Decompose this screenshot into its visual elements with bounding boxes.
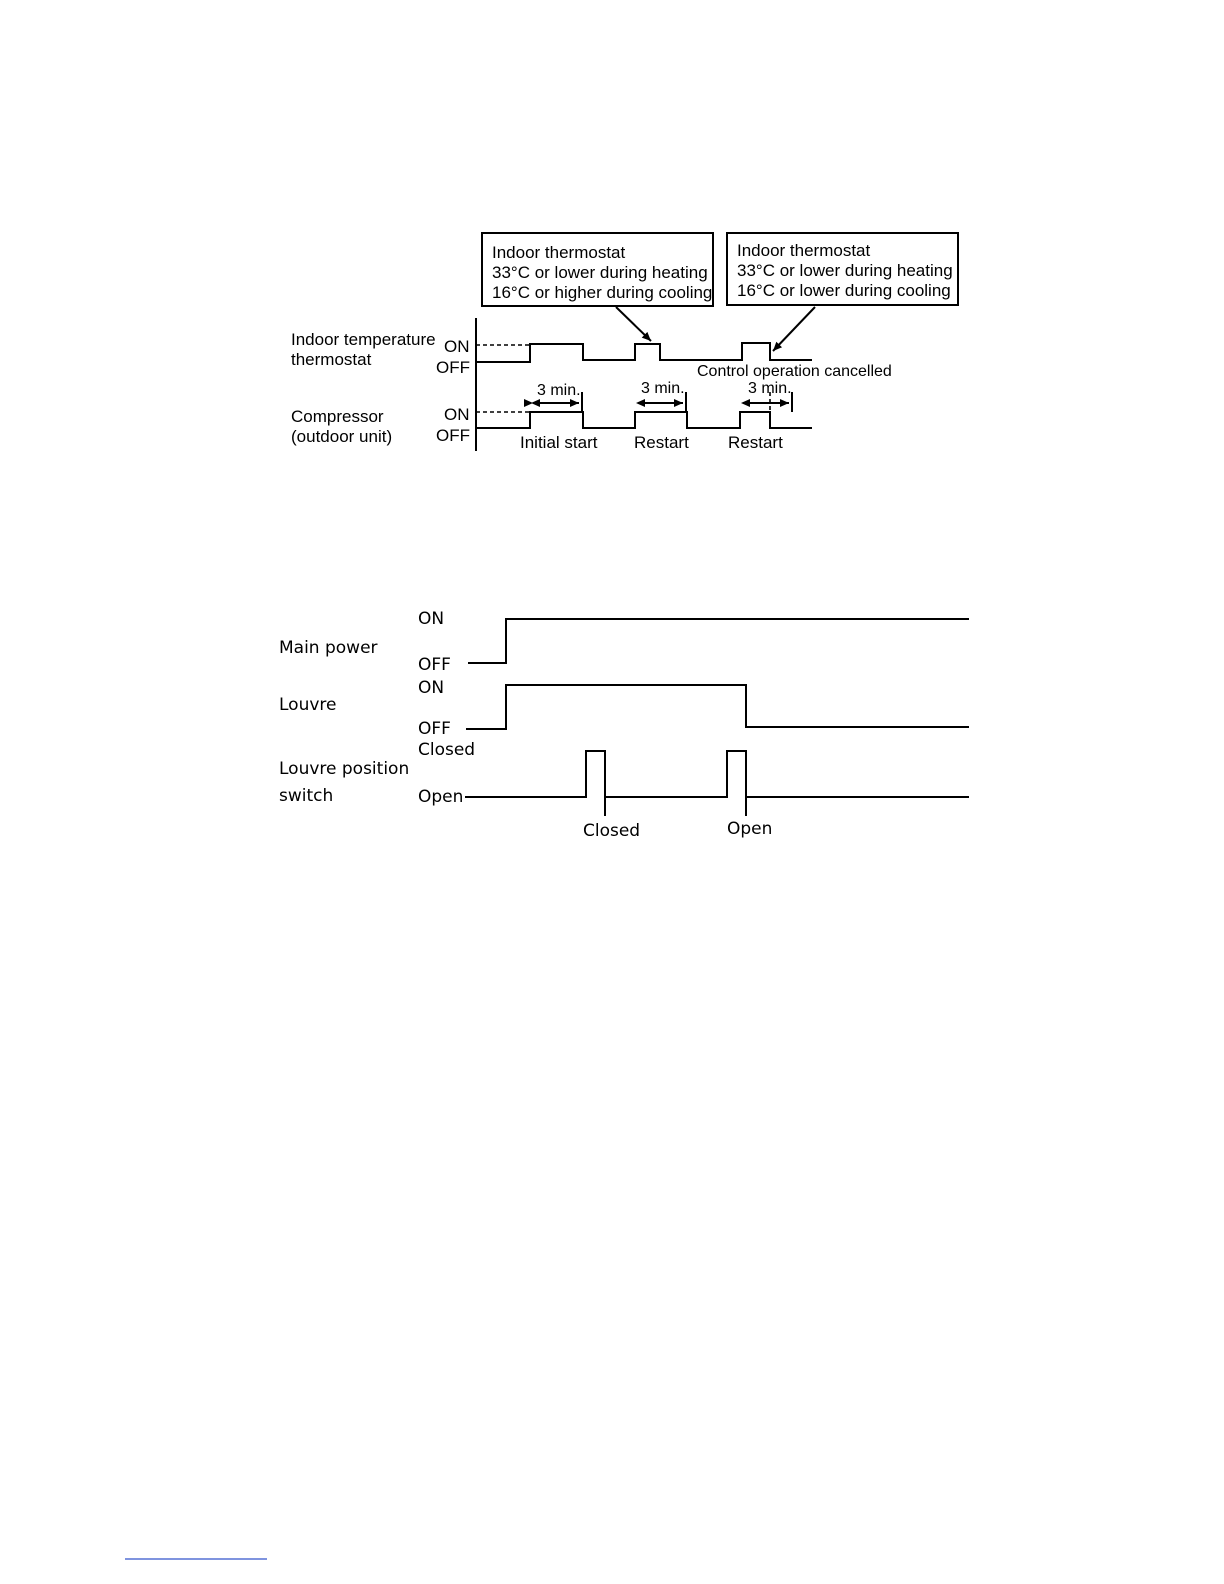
callout-right-arrow	[773, 307, 815, 351]
interval-marker-1	[533, 382, 582, 412]
compressor-off-label: OFF	[436, 426, 470, 445]
control-cancelled-label: Control operation cancelled	[697, 363, 892, 380]
thermostat-timing-diagram	[291, 233, 958, 452]
callout-right-line-1: Indoor thermostat	[737, 241, 871, 260]
interval-marker-2	[638, 380, 686, 412]
thermostat-label-line-1: Indoor temperature	[291, 330, 436, 349]
louvre-label: Louvre	[279, 695, 337, 715]
compressor-label-line-2: (outdoor unit)	[291, 427, 393, 446]
callout-left-line-1: Indoor thermostat	[492, 243, 626, 262]
main-power-label: Main power	[279, 638, 378, 658]
callout-right-line-3: 16°C or lower during cooling	[737, 281, 951, 300]
louvre-waveform	[466, 685, 969, 729]
main-power-on-label: ON	[418, 609, 445, 629]
callout-box-right	[727, 233, 958, 305]
louvre-off-label: OFF	[418, 719, 451, 739]
thermostat-waveform	[476, 343, 812, 362]
louvre-timing-diagram	[279, 609, 969, 841]
callout-left-line-2: 33°C or lower during heating	[492, 263, 708, 282]
compressor-on-label: ON	[444, 405, 470, 424]
louvre-switch-label-line-2: switch	[279, 786, 334, 806]
callout-left-line-3: 16°C or higher during cooling	[492, 283, 713, 302]
interval-label-3: 3 min.	[748, 380, 792, 397]
event-restart-2: Restart	[728, 433, 783, 452]
interval-label-1: 3 min.	[537, 382, 581, 399]
thermostat-label-line-2: thermostat	[291, 350, 372, 369]
closed-pulse-label: Closed	[583, 821, 641, 841]
louvre-switch-waveform	[465, 751, 969, 797]
interval-arrowhead-3	[741, 399, 750, 407]
open-pulse-label: Open	[727, 819, 773, 839]
interval-label-2: 3 min.	[641, 380, 685, 397]
callout-left-arrow	[616, 307, 651, 341]
interval-arrowhead-2	[636, 399, 645, 407]
event-initial-start: Initial start	[520, 433, 598, 452]
thermostat-on-label: ON	[444, 337, 470, 356]
callout-box-left	[482, 233, 713, 306]
compressor-waveform	[476, 412, 812, 428]
louvre-on-label: ON	[418, 678, 445, 698]
compressor-label-line-1: Compressor	[291, 407, 384, 426]
interval-marker-3	[743, 380, 792, 412]
main-power-waveform	[468, 619, 969, 663]
thermostat-off-label: OFF	[436, 358, 470, 377]
switch-closed-label: Closed	[418, 740, 476, 760]
switch-open-label: Open	[418, 787, 464, 807]
callout-right-line-2: 33°C or lower during heating	[737, 261, 953, 280]
louvre-switch-label-line-1: Louvre position	[279, 759, 410, 779]
main-power-off-label: OFF	[418, 655, 451, 675]
event-restart-1: Restart	[634, 433, 689, 452]
interval-arrowhead-1	[531, 399, 540, 407]
